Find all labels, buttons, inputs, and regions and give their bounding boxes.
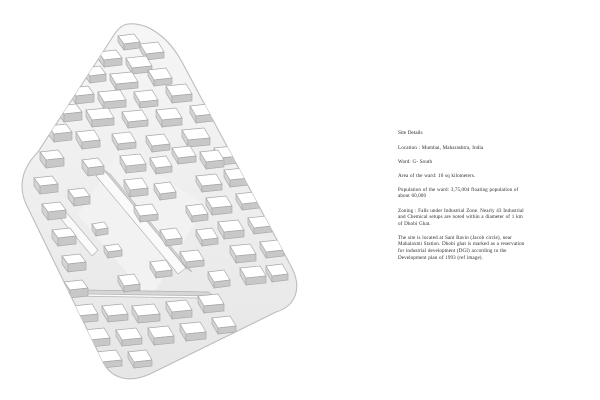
detail-ward: Ward: G- South xyxy=(398,158,433,165)
site-details-title: Site Details xyxy=(398,130,423,136)
detail-area: Area of the ward: 10 sq kilometers. xyxy=(398,172,476,179)
detail-site-context: The site is located at Sant Ravin (Jacob circle), near Mahalaxmi Station. Dhobi ghat is marked as a reservation for industrial development (DGI) according to the Development plan of 1993 (ref image). xyxy=(398,234,525,261)
detail-location: Location : Mumbai, Maharashtra, India xyxy=(398,144,484,151)
detail-zoning: Zoning : Falls under Industrial Zone. Nearly 43 Industrial and Chemical setups are noted within a diameter of 1 km of Dhobi Ghat. xyxy=(398,207,524,227)
detail-population: Population of the ward: 3,75,004 floating population of about 60,000 xyxy=(398,186,519,200)
site-details-panel xyxy=(398,130,526,269)
